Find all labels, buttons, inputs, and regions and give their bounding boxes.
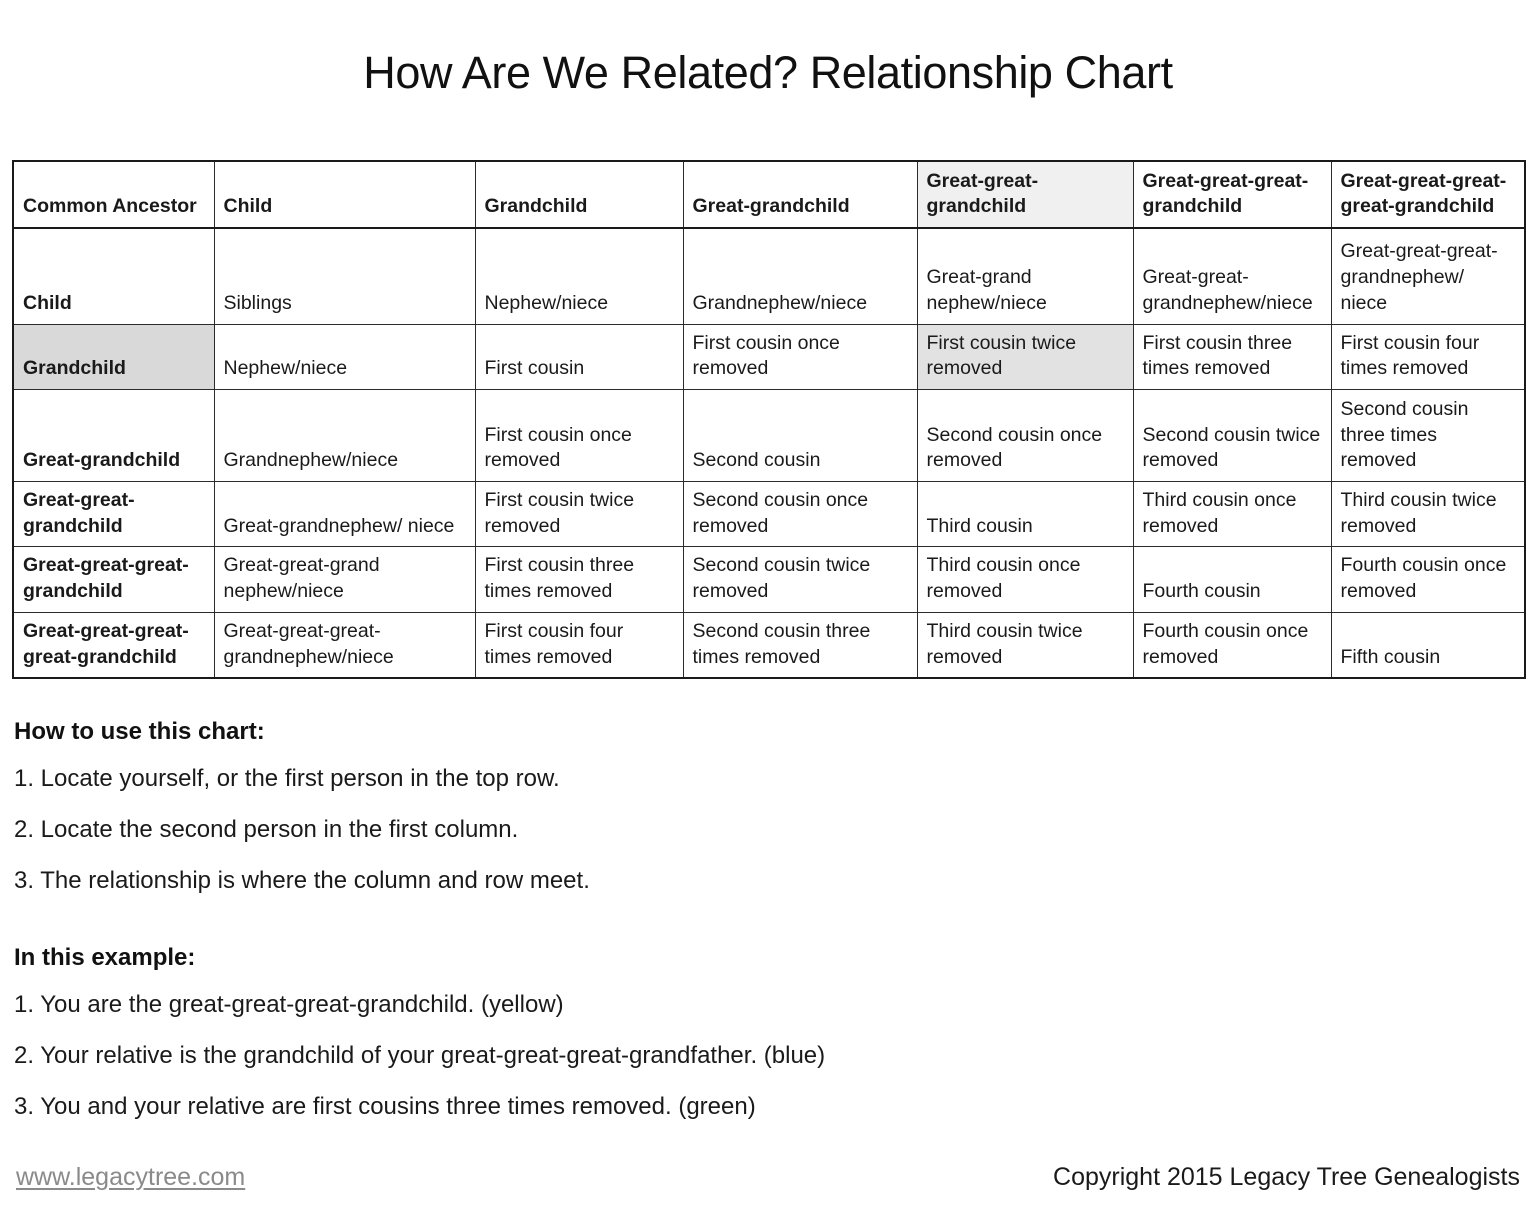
table-row	[13, 481, 1525, 546]
cell-r4-c3: Second cousin twice removed	[683, 547, 917, 612]
example-step-3: 3. You and your relative are first cousins three times removed. (green)	[14, 1092, 756, 1120]
table-row	[13, 324, 1525, 389]
cell-r1-c2: First cousin	[475, 324, 683, 389]
cell-r5-c2: First cousin four times removed	[475, 612, 683, 678]
how-to-use-section	[14, 718, 1114, 896]
cell-r1-c3: First cousin once removed	[683, 324, 917, 389]
cell-r1-c1: Nephew/niece	[214, 324, 475, 389]
table-row	[13, 612, 1525, 678]
table-row	[13, 547, 1525, 612]
cell-r2-c5: Second cousin twice removed	[1133, 389, 1331, 481]
column-header-great-great-great-great-grandchild: Great-great-great-great-grandchild	[1331, 161, 1525, 228]
example-heading: In this example:	[14, 944, 196, 971]
cell-r2-c2: First cousin once removed	[475, 389, 683, 481]
page-footer	[0, 1163, 1536, 1192]
cell-r0-c5: Great-great-grandnephew/niece	[1133, 228, 1331, 324]
table-row	[13, 389, 1525, 481]
cell-r4-c5: Fourth cousin	[1133, 547, 1331, 612]
example-section	[14, 944, 1214, 1122]
cell-r0-c2: Nephew/niece	[475, 228, 683, 324]
row-header-great-grandchild: Great-grandchild	[13, 389, 214, 481]
table-header-row	[13, 161, 1525, 228]
table-body	[13, 228, 1525, 678]
cell-r5-c5: Fourth cousin once removed	[1133, 612, 1331, 678]
cell-r5-c6: Fifth cousin	[1331, 612, 1525, 678]
cell-r5-c4: Third cousin twice removed	[917, 612, 1133, 678]
column-header-great-great-grandchild: Great-great-grandchild	[917, 161, 1133, 228]
cell-r3-c5: Third cousin once removed	[1133, 481, 1331, 546]
row-header-great-great-great-grandchild: Great-great-great-grandchild	[13, 547, 214, 612]
relationship-chart-container	[0, 160, 1536, 679]
row-header-great-great-grandchild: Great-great-grandchild	[13, 481, 214, 546]
cell-r4-c1: Great-great-grand nephew/niece	[214, 547, 475, 612]
website-link[interactable]: www.legacytree.com	[16, 1163, 246, 1191]
row-header-child: Child	[13, 228, 214, 324]
cell-r1-c5: First cousin three times removed	[1133, 324, 1331, 389]
cell-r1-c4-highlighted: First cousin twice removed	[917, 324, 1133, 389]
example-step-2: 2. Your relative is the grandchild of your great-great-great-grandfather. (blue)	[14, 1041, 826, 1069]
copyright-notice: Copyright 2015 Legacy Tree Genealogists	[1053, 1163, 1520, 1191]
cell-r3-c1: Great-grandnephew/ niece	[214, 481, 475, 546]
column-header-great-grandchild: Great-grandchild	[683, 161, 917, 228]
cell-r2-c6: Second cousin three times removed	[1331, 389, 1525, 481]
cell-r0-c1: Siblings	[214, 228, 475, 324]
page-title: How Are We Related? Relationship Chart	[363, 47, 1173, 98]
cell-r2-c3: Second cousin	[683, 389, 917, 481]
table-header	[13, 161, 1525, 228]
cell-r3-c4: Third cousin	[917, 481, 1133, 546]
column-header-grandchild: Grandchild	[475, 161, 683, 228]
cell-r2-c1: Grandnephew/niece	[214, 389, 475, 481]
cell-r2-c4: Second cousin once removed	[917, 389, 1133, 481]
cell-r4-c2: First cousin three times removed	[475, 547, 683, 612]
cell-r3-c2: First cousin twice removed	[475, 481, 683, 546]
cell-r5-c3: Second cousin three times removed	[683, 612, 917, 678]
row-header-grandchild: Grandchild	[13, 324, 214, 389]
row-header-great-great-great-great-grandchild: Great-great-great-great-grandchild	[13, 612, 214, 678]
how-to-use-step-1: 1. Locate yourself, or the first person in the top row.	[14, 764, 560, 792]
cell-r4-c4: Third cousin once removed	[917, 547, 1133, 612]
cell-r0-c6: Great-great-great-grandnephew/ niece	[1331, 228, 1525, 324]
cell-r0-c4: Great-grand nephew/niece	[917, 228, 1133, 324]
how-to-use-step-2: 2. Locate the second person in the first column.	[14, 815, 519, 843]
relationship-chart-table	[12, 160, 1526, 679]
cell-r3-c3: Second cousin once removed	[683, 481, 917, 546]
cell-r5-c1: Great-great-great-grandnephew/niece	[214, 612, 475, 678]
cell-r4-c6: Fourth cousin once removed	[1331, 547, 1525, 612]
table-row	[13, 228, 1525, 324]
cell-r3-c6: Third cousin twice removed	[1331, 481, 1525, 546]
cell-r1-c6: First cousin four times removed	[1331, 324, 1525, 389]
example-step-1: 1. You are the great-great-great-grandchild. (yellow)	[14, 990, 564, 1018]
column-header-child: Child	[214, 161, 475, 228]
how-to-use-step-3: 3. The relationship is where the column and row meet.	[14, 866, 590, 894]
column-header-great-great-great-grandchild: Great-great-great-grandchild	[1133, 161, 1331, 228]
cell-r0-c3: Grandnephew/niece	[683, 228, 917, 324]
how-to-use-heading: How to use this chart:	[14, 718, 265, 745]
column-header-common-ancestor: Common Ancestor	[13, 161, 214, 228]
